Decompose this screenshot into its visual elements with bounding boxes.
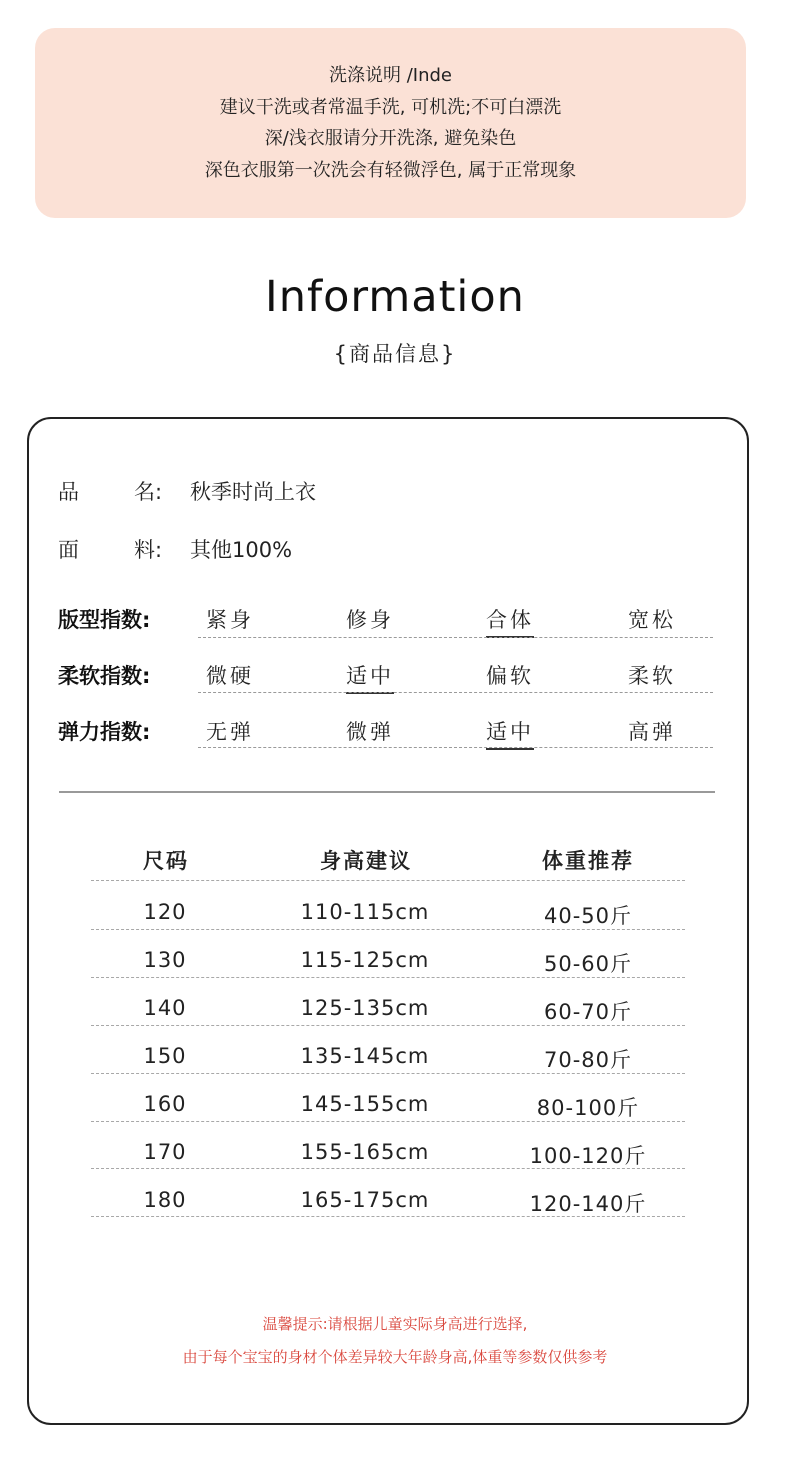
size-cell: 170: [143, 1140, 187, 1164]
fit-index-label: 版型指数:: [58, 608, 151, 632]
product-name-value: 秋季时尚上衣: [190, 480, 316, 504]
elasticity-option: 高弹: [628, 720, 676, 744]
fit-option: 紧身: [206, 608, 254, 632]
height-cell: 135-145cm: [300, 1044, 430, 1068]
fabric-label-1: 面: [58, 538, 79, 562]
fit-option-selected: 合体: [486, 604, 534, 638]
section-divider: [59, 791, 715, 793]
softness-index-label: 柔软指数:: [58, 664, 151, 688]
care-line: 深色衣服第一次洗会有轻微浮色, 属于正常现象: [204, 159, 577, 181]
weight-cell: 70-80斤: [543, 1048, 633, 1072]
weight-cell: 120-140斤: [529, 1192, 647, 1216]
table-row-divider: [91, 1073, 685, 1074]
table-row-divider: [91, 880, 685, 881]
weight-cell: 60-70斤: [543, 1000, 633, 1024]
care-line: 深/浅衣服请分开洗涤, 避免染色: [264, 128, 517, 149]
weight-header: 体重推荐: [542, 849, 634, 873]
table-row-divider: [91, 929, 685, 930]
softness-option-selected: 适中: [346, 660, 394, 694]
product-name-label-2: 名:: [134, 480, 163, 504]
size-cell: 140: [143, 996, 187, 1020]
height-header: 身高建议: [320, 849, 412, 873]
softness-option: 偏软: [486, 664, 534, 688]
size-cell: 150: [143, 1044, 187, 1068]
elasticity-option: 微弹: [346, 720, 394, 744]
care-instructions-box: [35, 28, 746, 218]
tip-note-line-2: 由于每个宝宝的身材个体差异较大年龄身高,体重等参数仅供参考: [182, 1348, 608, 1366]
table-row-divider: [91, 1121, 685, 1122]
height-cell: 125-135cm: [300, 996, 430, 1020]
elasticity-option-selected: 适中: [486, 716, 534, 750]
product-name-label-1: 品: [58, 480, 79, 504]
info-title: Information: [265, 272, 525, 322]
height-cell: 115-125cm: [300, 948, 430, 972]
softness-option: 柔软: [628, 664, 676, 688]
weight-cell: 50-60斤: [543, 952, 633, 976]
elasticity-index-label: 弹力指数:: [58, 720, 151, 744]
fit-index-dotted-line: [198, 637, 713, 638]
table-row-divider: [91, 977, 685, 978]
weight-cell: 40-50斤: [543, 904, 633, 928]
height-cell: 110-115cm: [300, 900, 430, 924]
softness-option: 微硬: [206, 664, 254, 688]
height-cell: 145-155cm: [300, 1092, 430, 1116]
care-line: 建议干洗或者常温手洗, 可机洗;不可白漂洗: [219, 96, 562, 118]
table-row-divider: [91, 1025, 685, 1026]
fabric-label-2: 料:: [134, 538, 163, 562]
size-cell: 160: [143, 1092, 187, 1116]
fit-option: 宽松: [628, 608, 676, 632]
care-line: 洗涤说明 /Inde: [328, 65, 452, 86]
fit-option: 修身: [346, 608, 394, 632]
size-cell: 130: [143, 948, 187, 972]
table-row-divider: [91, 1168, 685, 1169]
size-cell: 120: [143, 900, 187, 924]
softness-index-dotted-line: [198, 692, 713, 693]
weight-cell: 100-120斤: [529, 1144, 647, 1168]
tip-note-line-1: 温馨提示:请根据儿童实际身高进行选择,: [262, 1315, 528, 1333]
height-cell: 155-165cm: [300, 1140, 430, 1164]
elasticity-index-dotted-line: [198, 747, 713, 748]
size-header: 尺码: [143, 849, 189, 873]
fabric-value: 其他100%: [190, 538, 293, 562]
size-cell: 180: [143, 1188, 187, 1212]
elasticity-option: 无弹: [206, 720, 254, 744]
weight-cell: 80-100斤: [536, 1096, 640, 1120]
height-cell: 165-175cm: [300, 1188, 430, 1212]
table-row-divider: [91, 1216, 685, 1217]
info-subtitle: {商品信息}: [333, 342, 457, 366]
